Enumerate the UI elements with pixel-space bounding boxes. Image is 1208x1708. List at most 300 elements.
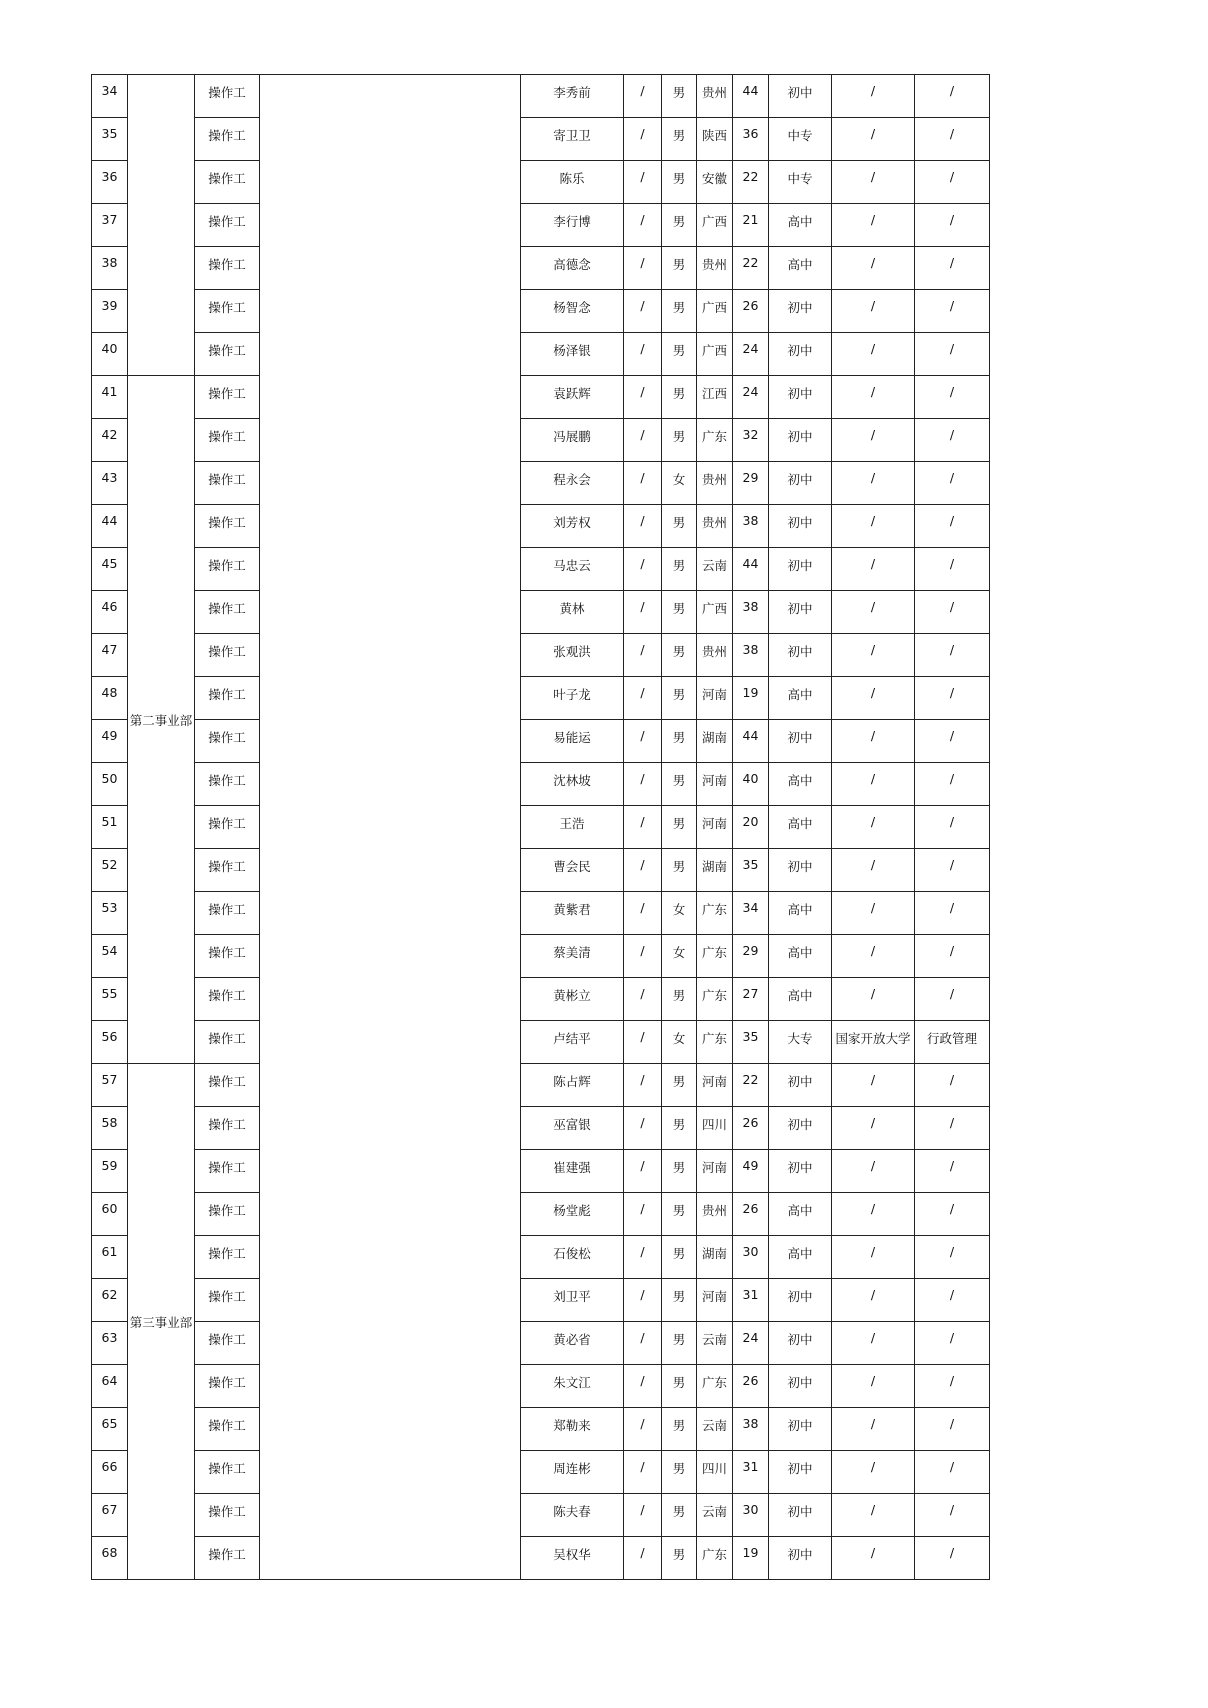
cell-origin: 河南 [697,1064,733,1107]
cell-post: 操作工 [195,1279,260,1322]
cell-age: 24 [733,333,769,376]
cell-col6: / [624,1021,662,1064]
cell-major: / [915,419,990,462]
cell-col6: / [624,1322,662,1365]
cell-origin: 贵州 [697,247,733,290]
cell-col6: / [624,978,662,1021]
cell-major: / [915,247,990,290]
table-row [92,1193,990,1236]
cell-major: / [915,677,990,720]
cell-col6: / [624,1408,662,1451]
cell-age: 29 [733,935,769,978]
cell-origin: 广西 [697,290,733,333]
cell-col6: / [624,935,662,978]
cell-education: 初中 [769,419,832,462]
cell-no: 37 [92,204,128,247]
cell-school: / [832,892,915,935]
cell-col6: / [624,1279,662,1322]
cell-col6: / [624,892,662,935]
cell-age: 49 [733,1150,769,1193]
cell-post: 操作工 [195,1193,260,1236]
table-row [92,118,990,161]
cell-post: 操作工 [195,677,260,720]
cell-major: / [915,720,990,763]
cell-school: / [832,118,915,161]
cell-major: / [915,1537,990,1580]
cell-col6: / [624,290,662,333]
cell-age: 30 [733,1494,769,1537]
cell-no: 36 [92,161,128,204]
cell-gender: 男 [662,849,697,892]
cell-education: 初中 [769,1537,832,1580]
cell-age: 21 [733,204,769,247]
cell-name: 陈占辉 [521,1064,624,1107]
cell-age: 29 [733,462,769,505]
cell-school: / [832,505,915,548]
cell-gender: 男 [662,376,697,419]
cell-age: 38 [733,505,769,548]
cell-age: 30 [733,1236,769,1279]
cell-major: / [915,806,990,849]
cell-post: 操作工 [195,978,260,1021]
cell-name: 郑勒来 [521,1408,624,1451]
cell-age: 34 [733,892,769,935]
cell-col6: / [624,634,662,677]
cell-major: 行政管理 [915,1021,990,1064]
cell-age: 27 [733,978,769,1021]
cell-post: 操作工 [195,161,260,204]
table-row [92,849,990,892]
cell-gender: 男 [662,161,697,204]
cell-no: 50 [92,763,128,806]
cell-post: 操作工 [195,548,260,591]
cell-school: / [832,247,915,290]
table-row [92,548,990,591]
cell-name: 李秀前 [521,75,624,118]
cell-gender: 男 [662,204,697,247]
cell-age: 32 [733,419,769,462]
cell-origin: 广东 [697,1021,733,1064]
cell-age: 20 [733,806,769,849]
cell-col6: / [624,720,662,763]
cell-age: 44 [733,75,769,118]
cell-major: / [915,1150,990,1193]
cell-gender: 男 [662,1150,697,1193]
cell-post: 操作工 [195,1322,260,1365]
cell-origin: 云南 [697,548,733,591]
cell-post: 操作工 [195,1236,260,1279]
cell-gender: 男 [662,1193,697,1236]
cell-education: 初中 [769,1064,832,1107]
cell-col6: / [624,1537,662,1580]
cell-col6: / [624,1107,662,1150]
cell-school: / [832,1451,915,1494]
cell-major: / [915,634,990,677]
cell-education: 高中 [769,247,832,290]
cell-name: 冯展鹏 [521,419,624,462]
cell-department [128,75,195,376]
cell-origin: 河南 [697,1279,733,1322]
cell-origin: 云南 [697,1322,733,1365]
cell-age: 19 [733,677,769,720]
cell-education: 中专 [769,118,832,161]
cell-education: 初中 [769,376,832,419]
cell-no: 47 [92,634,128,677]
cell-origin: 河南 [697,806,733,849]
cell-education: 初中 [769,634,832,677]
cell-post: 操作工 [195,1408,260,1451]
cell-no: 60 [92,1193,128,1236]
cell-name: 张观洪 [521,634,624,677]
cell-major: / [915,1408,990,1451]
cell-gender: 男 [662,1365,697,1408]
cell-name: 石俊松 [521,1236,624,1279]
cell-major: / [915,548,990,591]
cell-major: / [915,849,990,892]
cell-education: 初中 [769,75,832,118]
table-row [92,247,990,290]
cell-school: / [832,1408,915,1451]
cell-major: / [915,1064,990,1107]
table-row [92,75,990,118]
cell-post: 操作工 [195,290,260,333]
cell-gender: 男 [662,548,697,591]
table-row [92,1064,990,1107]
cell-gender: 男 [662,1408,697,1451]
cell-post: 操作工 [195,1107,260,1150]
cell-post: 操作工 [195,720,260,763]
cell-no: 53 [92,892,128,935]
cell-major: / [915,505,990,548]
cell-school: / [832,591,915,634]
cell-education: 高中 [769,1236,832,1279]
cell-age: 22 [733,247,769,290]
table-row [92,1537,990,1580]
cell-col6: / [624,376,662,419]
cell-gender: 男 [662,1494,697,1537]
cell-education: 初中 [769,1322,832,1365]
employee-table [91,74,990,1580]
cell-origin: 广西 [697,333,733,376]
cell-major: / [915,1451,990,1494]
cell-post: 操作工 [195,591,260,634]
cell-major: / [915,204,990,247]
cell-school: / [832,978,915,1021]
cell-school: / [832,333,915,376]
cell-name: 黄必省 [521,1322,624,1365]
cell-education: 初中 [769,1365,832,1408]
cell-school: / [832,462,915,505]
cell-education: 初中 [769,720,832,763]
table-row [92,763,990,806]
cell-name: 易能运 [521,720,624,763]
cell-education: 初中 [769,505,832,548]
cell-origin: 广东 [697,935,733,978]
cell-origin: 河南 [697,1150,733,1193]
cell-post: 操作工 [195,1365,260,1408]
cell-origin: 湖南 [697,720,733,763]
cell-major: / [915,591,990,634]
table-row [92,1365,990,1408]
cell-no: 40 [92,333,128,376]
cell-no: 64 [92,1365,128,1408]
cell-education: 高中 [769,978,832,1021]
cell-name: 吴权华 [521,1537,624,1580]
cell-age: 24 [733,1322,769,1365]
table-row [92,462,990,505]
cell-education: 初中 [769,849,832,892]
cell-school: / [832,720,915,763]
cell-education: 中专 [769,161,832,204]
cell-age: 44 [733,720,769,763]
cell-age: 31 [733,1279,769,1322]
cell-name: 陈夫春 [521,1494,624,1537]
table-row [92,1021,990,1064]
cell-gender: 男 [662,1236,697,1279]
cell-origin: 贵州 [697,75,733,118]
table-row [92,591,990,634]
cell-gender: 男 [662,806,697,849]
cell-name: 杨泽银 [521,333,624,376]
table-row [92,1236,990,1279]
cell-origin: 江西 [697,376,733,419]
cell-origin: 贵州 [697,634,733,677]
cell-age: 35 [733,849,769,892]
cell-name: 李行博 [521,204,624,247]
cell-age: 38 [733,634,769,677]
table-row [92,204,990,247]
cell-origin: 广西 [697,591,733,634]
cell-age: 40 [733,763,769,806]
cell-name: 刘卫平 [521,1279,624,1322]
cell-age: 38 [733,591,769,634]
cell-no: 56 [92,1021,128,1064]
table-row [92,376,990,419]
cell-gender: 男 [662,677,697,720]
table-row [92,677,990,720]
cell-school: / [832,1236,915,1279]
cell-col6: / [624,849,662,892]
cell-no: 63 [92,1322,128,1365]
cell-origin: 云南 [697,1494,733,1537]
cell-major: / [915,462,990,505]
cell-age: 22 [733,161,769,204]
table-row [92,505,990,548]
cell-gender: 男 [662,634,697,677]
cell-no: 57 [92,1064,128,1107]
cell-no: 35 [92,118,128,161]
cell-major: / [915,1365,990,1408]
cell-department: 第二事业部 [128,376,195,1064]
cell-education: 初中 [769,1494,832,1537]
cell-origin: 贵州 [697,505,733,548]
cell-post: 操作工 [195,935,260,978]
cell-name: 马忠云 [521,548,624,591]
cell-name: 程永会 [521,462,624,505]
cell-name: 刘芳权 [521,505,624,548]
cell-education: 初中 [769,1279,832,1322]
cell-col6: / [624,1064,662,1107]
cell-gender: 男 [662,505,697,548]
cell-name: 巫富银 [521,1107,624,1150]
cell-education: 高中 [769,763,832,806]
cell-major: / [915,376,990,419]
cell-gender: 女 [662,1021,697,1064]
cell-col6: / [624,204,662,247]
cell-post: 操作工 [195,505,260,548]
cell-post: 操作工 [195,1494,260,1537]
cell-gender: 男 [662,978,697,1021]
cell-post: 操作工 [195,806,260,849]
cell-no: 66 [92,1451,128,1494]
table-row [92,806,990,849]
cell-origin: 广东 [697,1537,733,1580]
cell-school: / [832,763,915,806]
cell-no: 59 [92,1150,128,1193]
cell-no: 54 [92,935,128,978]
cell-name: 崔建强 [521,1150,624,1193]
cell-name: 黄紫君 [521,892,624,935]
table-row [92,634,990,677]
cell-no: 38 [92,247,128,290]
table-row [92,935,990,978]
cell-age: 26 [733,1365,769,1408]
cell-no: 39 [92,290,128,333]
cell-age: 24 [733,376,769,419]
cell-gender: 男 [662,591,697,634]
cell-education: 初中 [769,290,832,333]
table-row [92,978,990,1021]
cell-major: / [915,978,990,1021]
cell-age: 26 [733,1193,769,1236]
cell-col6: / [624,1236,662,1279]
cell-major: / [915,1236,990,1279]
cell-age: 38 [733,1408,769,1451]
cell-name: 卢结平 [521,1021,624,1064]
cell-major: / [915,290,990,333]
cell-education: 初中 [769,591,832,634]
cell-origin: 贵州 [697,1193,733,1236]
cell-education: 高中 [769,204,832,247]
cell-education: 初中 [769,1451,832,1494]
cell-no: 46 [92,591,128,634]
cell-major: / [915,75,990,118]
cell-col6: / [624,505,662,548]
cell-col6: / [624,1365,662,1408]
cell-age: 31 [733,1451,769,1494]
cell-gender: 男 [662,333,697,376]
cell-no: 61 [92,1236,128,1279]
cell-post: 操作工 [195,118,260,161]
cell-gender: 男 [662,1107,697,1150]
cell-school: / [832,1322,915,1365]
cell-name: 朱文江 [521,1365,624,1408]
cell-no: 44 [92,505,128,548]
cell-age: 26 [733,1107,769,1150]
cell-gender: 男 [662,1279,697,1322]
cell-school: / [832,161,915,204]
cell-origin: 广东 [697,419,733,462]
cell-major: / [915,161,990,204]
cell-no: 49 [92,720,128,763]
cell-col6: / [624,763,662,806]
cell-name: 黄林 [521,591,624,634]
cell-no: 45 [92,548,128,591]
cell-department: 第三事业部 [128,1064,195,1580]
cell-name: 蔡美清 [521,935,624,978]
table-row [92,1451,990,1494]
cell-gender: 男 [662,720,697,763]
cell-name: 寄卫卫 [521,118,624,161]
cell-school: / [832,634,915,677]
cell-education: 初中 [769,333,832,376]
cell-gender: 男 [662,290,697,333]
cell-no: 48 [92,677,128,720]
cell-col6: / [624,677,662,720]
table-body [92,75,990,1580]
cell-age: 26 [733,290,769,333]
table-row [92,290,990,333]
cell-major: / [915,333,990,376]
cell-no: 42 [92,419,128,462]
cell-gender: 男 [662,118,697,161]
cell-education: 初中 [769,1107,832,1150]
cell-col6: / [624,247,662,290]
cell-origin: 陕西 [697,118,733,161]
table-row [92,1408,990,1451]
cell-no: 67 [92,1494,128,1537]
cell-name: 杨智念 [521,290,624,333]
table-row [92,419,990,462]
table-row [92,1150,990,1193]
table-row [92,1107,990,1150]
cell-origin: 广东 [697,1365,733,1408]
cell-age: 35 [733,1021,769,1064]
cell-school: / [832,1150,915,1193]
cell-col6: / [624,161,662,204]
cell-school: / [832,806,915,849]
cell-school: / [832,419,915,462]
cell-no: 41 [92,376,128,419]
cell-origin: 广东 [697,892,733,935]
cell-origin: 广西 [697,204,733,247]
cell-school: / [832,1107,915,1150]
cell-post: 操作工 [195,204,260,247]
cell-post: 操作工 [195,333,260,376]
cell-major: / [915,1107,990,1150]
cell-school: / [832,1365,915,1408]
cell-col6: / [624,462,662,505]
cell-name: 陈乐 [521,161,624,204]
cell-col6: / [624,333,662,376]
cell-name: 黄彬立 [521,978,624,1021]
cell-origin: 河南 [697,763,733,806]
table-row [92,1494,990,1537]
cell-school: / [832,849,915,892]
cell-col6: / [624,591,662,634]
cell-gender: 男 [662,763,697,806]
cell-post: 操作工 [195,1150,260,1193]
cell-school: / [832,548,915,591]
cell-gender: 男 [662,247,697,290]
cell-school: / [832,376,915,419]
cell-major: / [915,763,990,806]
cell-education: 初中 [769,462,832,505]
cell-major: / [915,1322,990,1365]
cell-school: / [832,1193,915,1236]
cell-post: 操作工 [195,634,260,677]
cell-no: 68 [92,1537,128,1580]
